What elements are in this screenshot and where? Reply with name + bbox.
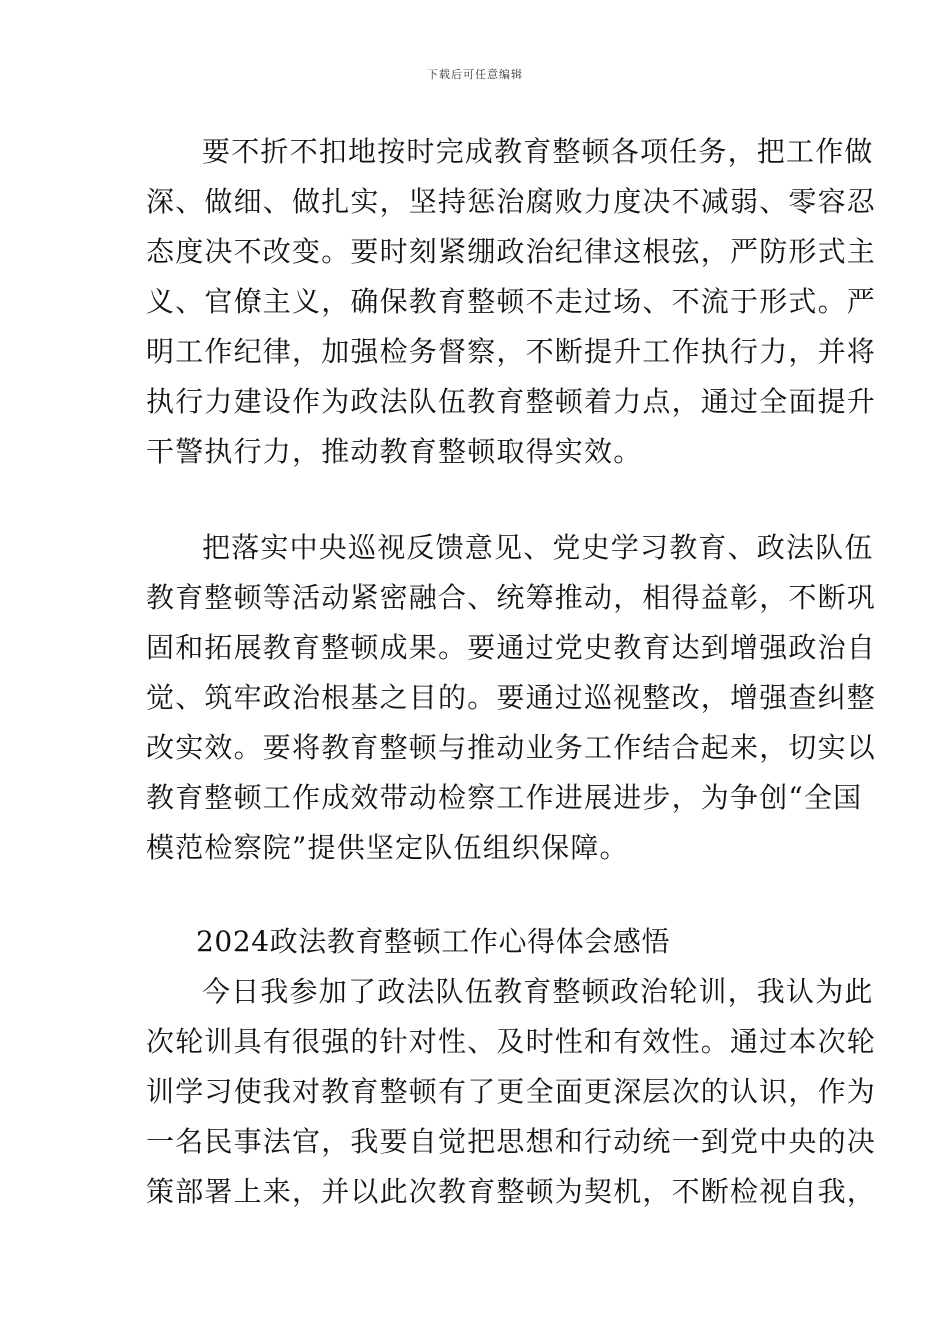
- text-line: 策部署上来，并以此次教育整顿为契机，不断检视自我，: [146, 1175, 877, 1208]
- text-line: 固和拓展教育整顿成果。要通过党史教育达到增强政治自: [146, 631, 877, 664]
- paragraph-3: [146, 917, 877, 1217]
- text-line: 觉、筑牢政治根基之目的。要通过巡视整改，增强查纠整: [146, 681, 877, 714]
- paragraph-1: [146, 127, 877, 477]
- paragraph-2: [146, 523, 877, 873]
- text-line: 今日我参加了政法队伍教育整顿政治轮训，我认为此: [202, 975, 874, 1008]
- text-line: 干警执行力，推动教育整顿取得实效。: [146, 435, 643, 468]
- text-line: 要不折不扣地按时完成教育整顿各项任务，把工作做: [202, 135, 874, 168]
- text-line: 执行力建设作为政法队伍教育整顿着力点，通过全面提升: [146, 385, 877, 418]
- header-note: 下载后可任意编辑: [427, 68, 523, 81]
- text-line: 改实效。要将教育整顿与推动业务工作结合起来，切实以: [146, 731, 877, 764]
- text-line: 次轮训具有很强的针对性、及时性和有效性。通过本次轮: [146, 1025, 877, 1058]
- text-line: 明工作纪律，加强检务督察，不断提升工作执行力，并将: [146, 335, 877, 368]
- text-line: 一名民事法官，我要自觉把思想和行动统一到党中央的决: [146, 1125, 877, 1158]
- text-line: 教育整顿等活动紧密融合、统筹推动，相得益彰，不断巩: [146, 581, 877, 614]
- text-line: 态度决不改变。要时刻紧绷政治纪律这根弦，严防形式主: [146, 235, 877, 268]
- text-line: 模范检察院”提供坚定队伍组织保障。: [146, 831, 629, 864]
- text-line: 义、官僚主义，确保教育整顿不走过场、不流于形式。严: [146, 285, 877, 318]
- text-line: 把落实中央巡视反馈意见、党史学习教育、政法队伍: [202, 531, 874, 564]
- text-line: 训学习使我对教育整顿有了更全面更深层次的认识，作为: [146, 1075, 877, 1108]
- text-line: 深、做细、做扎实，坚持惩治腐败力度决不减弱、零容忍: [146, 185, 877, 218]
- text-line: 教育整顿工作成效带动检察工作进展进步，为争创“全国: [146, 781, 863, 814]
- section-heading: 2024政法教育整顿工作心得体会感悟: [196, 925, 671, 958]
